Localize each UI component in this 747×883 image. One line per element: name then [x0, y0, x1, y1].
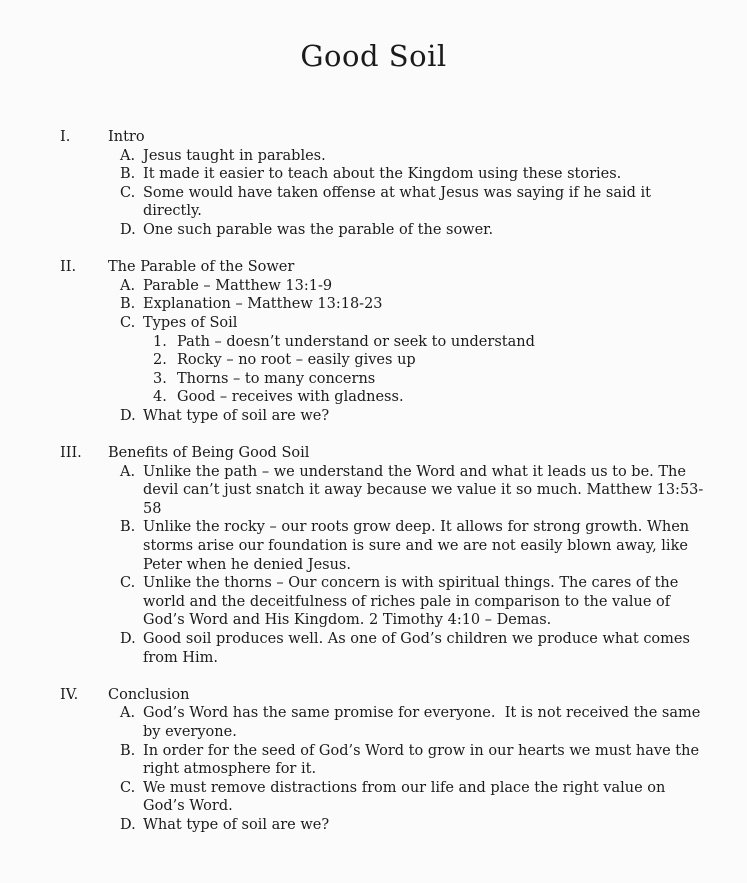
outline-item: [120, 147, 708, 166]
outline-item: [120, 742, 708, 779]
item-label: B.: [120, 519, 136, 536]
section-heading-row: [60, 686, 708, 705]
subitem-label: 4.: [153, 389, 167, 406]
item-label: B.: [120, 296, 136, 313]
item-text: Unlike the path – we understand the Word and what it leads us to be. The devil can’t just snatch it away because we value it so much. Matthew 13:53-58: [143, 463, 704, 517]
outline-subitem: [153, 351, 708, 370]
item-label: D.: [120, 631, 136, 648]
outline-subitem: [153, 333, 708, 352]
section-items: [120, 704, 708, 834]
item-text: Unlike the thorns – Our concern is with spiritual things. The cares of the world and the deceitfulness of riches pale in comparison to the value of God’s Word and His Kingdom. 2 Timothy 4:10 – Demas.: [143, 575, 683, 629]
item-label: B.: [120, 166, 136, 183]
item-label: C.: [120, 779, 136, 796]
item-label: C.: [120, 314, 136, 331]
item-text: Good soil produces well. As one of God’s children we produce what comes from Him.: [143, 631, 695, 666]
outline-item: [120, 165, 708, 184]
item-label: A.: [120, 463, 136, 480]
section-heading-row: [60, 258, 708, 277]
outline-item: [120, 184, 708, 221]
item-label: D.: [120, 221, 136, 238]
section-numeral: III.: [60, 445, 82, 462]
subitem-label: 2.: [153, 352, 167, 369]
outline-section: [60, 686, 708, 835]
item-label: A.: [120, 705, 136, 722]
section-heading-row: [60, 444, 708, 463]
outline-item: [120, 704, 708, 741]
item-text: Types of Soil: [143, 314, 238, 331]
item-text: What type of soil are we?: [143, 816, 330, 833]
item-label: B.: [120, 742, 136, 759]
section-numeral: I.: [60, 129, 71, 145]
section-items: [120, 463, 708, 668]
outline-item: [120, 574, 708, 630]
outline-item: [120, 277, 708, 296]
subitem-text: Thorns – to many concerns: [177, 370, 376, 387]
outline-item: [120, 463, 708, 519]
outline-item: [120, 630, 708, 667]
item-text: Explanation – Matthew 13:18-23: [143, 296, 383, 313]
subitem-text: Rocky – no root – easily gives up: [177, 352, 416, 369]
subitem-text: Good – receives with gladness.: [177, 389, 404, 406]
outline-item: [120, 407, 708, 426]
item-text: Unlike the rocky – our roots grow deep. It allows for strong growth. When storms arise our foundation is sure and we are not easily blown away, like Peter when he denied Jesus.: [143, 519, 694, 573]
outline-section: [60, 128, 708, 240]
item-label: D.: [120, 407, 136, 424]
outline-item: [120, 314, 708, 333]
section-heading: Conclusion: [108, 686, 190, 703]
subitem-text: Path – doesn’t understand or seek to understand: [177, 333, 535, 350]
outline-subitem: [153, 370, 708, 389]
section-numeral: II.: [60, 259, 77, 276]
outline-section: [60, 444, 708, 667]
section-heading: Benefits of Being Good Soil: [108, 445, 310, 462]
page-title: Good Soil: [300, 39, 447, 73]
item-text: In order for the seed of God’s Word to grow in our hearts we must have the right atmosphere for it.: [143, 742, 704, 778]
item-text: Some would have taken offense at what Jesus was saying if he said it directly.: [143, 184, 656, 220]
outline-item: [120, 221, 708, 240]
item-label: C.: [120, 575, 136, 592]
outline-item: [120, 816, 708, 835]
item-label: A.: [120, 147, 136, 164]
item-label: D.: [120, 816, 136, 833]
outline-item: [120, 295, 708, 314]
item-text: God’s Word has the same promise for everyone. It is not received the same by everyone.: [143, 705, 705, 740]
item-text: What type of soil are we?: [143, 407, 330, 424]
outline-item: [120, 779, 708, 816]
item-text: It made it easier to teach about the Kingdom using these stories.: [143, 166, 622, 183]
section-items: [120, 147, 708, 240]
section-heading-row: [60, 128, 708, 147]
item-label: C.: [120, 184, 136, 201]
outline-subitem: [153, 388, 708, 407]
item-text: We must remove distractions from our life and place the right value on God’s Word.: [143, 779, 670, 815]
section-heading: Intro: [108, 129, 145, 145]
item-text: One such parable was the parable of the sower.: [143, 221, 494, 238]
item-label: A.: [120, 277, 136, 294]
item-text: Parable – Matthew 13:1-9: [143, 277, 333, 294]
outline: [0, 128, 747, 835]
section-items: [120, 277, 708, 426]
subitem-label: 3.: [153, 370, 167, 387]
outline-item: [120, 518, 708, 574]
item-text: Jesus taught in parables.: [143, 147, 326, 164]
section-heading: The Parable of the Sower: [108, 259, 295, 276]
subitem-label: 1.: [153, 333, 167, 350]
outline-section: [60, 258, 708, 425]
section-numeral: IV.: [60, 686, 79, 703]
